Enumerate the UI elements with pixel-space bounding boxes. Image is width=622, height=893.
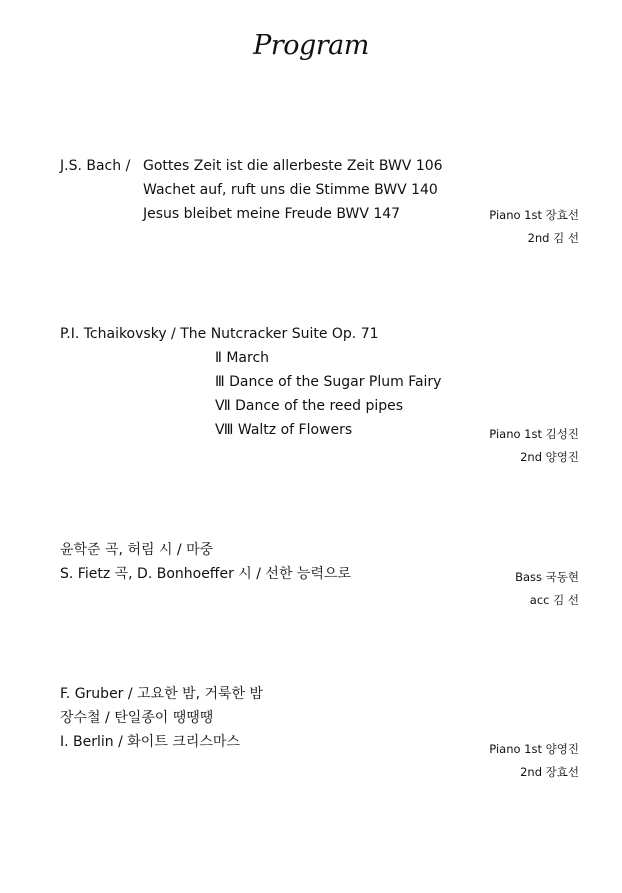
movement-item: Ⅷ Waltz of Flowers <box>215 422 353 438</box>
movement-item: Ⅶ Dance of the reed pipes <box>215 398 404 414</box>
movement-item: Ⅱ March <box>215 350 270 366</box>
performer-line: Piano 1st 양영진 <box>489 742 579 756</box>
performer-line: acc 김 선 <box>529 593 579 607</box>
performer-line: 2nd 양영진 <box>520 450 579 464</box>
program-item: I. Berlin / 화이트 크리스마스 <box>60 734 240 750</box>
performer-line: 2nd 김 선 <box>527 231 579 245</box>
page-title: Program <box>253 30 369 61</box>
performer-line: Piano 1st 장효선 <box>489 208 579 222</box>
section-heading-tchaikovsky: P.I. Tchaikovsky / The Nutcracker Suite Op. 71 <box>60 326 379 342</box>
program-item: F. Gruber / 고요한 밤, 거룩한 밤 <box>60 686 264 702</box>
composer-bach: J.S. Bach / <box>60 158 131 174</box>
program-item: 윤학준 곡, 허림 시 / 마중 <box>60 542 214 558</box>
movement-item: Ⅲ Dance of the Sugar Plum Fairy <box>215 374 442 390</box>
work-bwv140: Wachet auf, ruft uns die Stimme BWV 140 <box>143 182 438 198</box>
program-item: S. Fietz 곡, D. Bonhoeffer 시 / 선한 능력으로 <box>60 566 352 582</box>
performer-line: Piano 1st 김성진 <box>489 427 579 441</box>
work-bwv147: Jesus bleibet meine Freude BWV 147 <box>143 206 401 222</box>
work-bwv106: Gottes Zeit ist die allerbeste Zeit BWV 106 <box>143 158 443 174</box>
performer-line: 2nd 장효선 <box>520 765 579 779</box>
performer-line: Bass 국동현 <box>515 570 579 584</box>
program-item: 장수철 / 탄일종이 땡땡땡 <box>60 710 214 726</box>
